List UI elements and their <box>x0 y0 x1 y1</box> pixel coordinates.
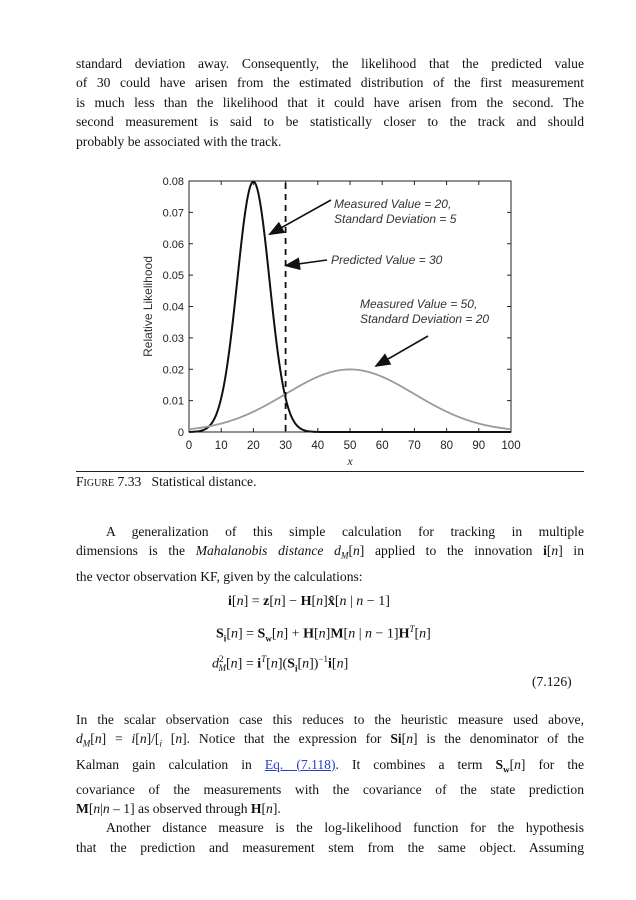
text-line: of 30 could have arisen from the estimated distribution of the first measurement <box>76 75 584 91</box>
x-tick-label: 60 <box>375 440 389 452</box>
text-line: the vector observation KF, given by the calculations: <box>76 568 363 584</box>
y-tick-label: 0.08 <box>162 176 184 188</box>
equation-innovation: i[n] = z[n] − H[n]x̂[n | n − 1] <box>228 594 390 609</box>
x-tick-label: 0 <box>185 440 193 452</box>
y-tick-label: 0.07 <box>162 207 184 220</box>
x-tick-label: 100 <box>501 440 521 452</box>
caption-text: Statistical distance. <box>151 474 257 489</box>
annotation-text: Predicted Value = 30 <box>331 253 443 267</box>
y-tick-label: 0.01 <box>162 395 184 408</box>
caption-label: Figure 7.33 <box>76 474 142 489</box>
x-axis-label: x <box>347 454 353 468</box>
text-line: $d_M[n] = i[n]/[_i$ [n]. Notice that the expression for Si[n] is the denominator of the <box>76 731 585 750</box>
equation-link[interactable]: Eq. (7.118) <box>264 756 336 772</box>
annotation-text: Measured Value = 50, <box>360 297 478 311</box>
text-line: In the scalar observation case this reduces to the heuristic measure used above, <box>76 712 584 727</box>
text-line: that the prediction and measurement stem from the same object. Assuming <box>76 839 584 855</box>
text-line: standard deviation away. Consequently, the likelihood that the predicted value <box>76 56 584 71</box>
text-line: covariance of the measurements with the covariance of the state prediction <box>76 781 584 797</box>
equation-innovation-covariance: $S_i[n] = S_w[n] + H[n]M[n$ | $n - 1]H^T[n]$ <box>216 624 431 644</box>
text-line: probably be associated with the track. <box>76 133 282 149</box>
likelihood-chart <box>130 172 530 472</box>
annotation-arrow <box>376 336 428 366</box>
x-tick-label: 40 <box>311 440 325 452</box>
y-tick-label: 0.02 <box>162 364 184 377</box>
y-tick-label: 0.05 <box>162 270 184 283</box>
figure-caption <box>76 474 256 490</box>
y-axis-label: Relative Likelihood <box>141 256 155 357</box>
caption-rule <box>76 471 584 472</box>
equation-mahalanobis: $d^2_M[n] = i^T[n](S_i[n])^{-1}i[n]$ <box>212 654 349 674</box>
annotation-text: Standard Deviation = 20 <box>360 312 490 326</box>
x-tick-label: 10 <box>214 440 228 452</box>
annotation-arrow <box>286 260 327 266</box>
text-line: M[n|n – 1] as observed through H[n]. <box>76 801 281 817</box>
annotation-text: Standard Deviation = 5 <box>334 212 457 226</box>
lower-paragraph <box>76 710 584 857</box>
text-line: is much less than the likelihood that it could have arisen from the second. The <box>76 94 584 110</box>
x-tick-label: 30 <box>279 440 292 452</box>
y-tick-label: 0 <box>177 427 184 439</box>
text-line: A generalization of this simple calculation for tracking in multiple <box>106 524 584 539</box>
x-tick-label: 90 <box>472 440 486 452</box>
text-line: second measurement is said to be statistically closer to the track and should <box>76 114 584 130</box>
equation-number: (7.126) <box>532 674 572 689</box>
text-line: Kalman gain calculation in Eq. (7.118). It combines a term $S_w[n]$ for the <box>76 756 584 775</box>
x-tick-label: 20 <box>247 440 260 452</box>
text-line: Another distance measure is the log-likelihood function for the hypothesis <box>106 820 584 836</box>
x-tick-label: 70 <box>408 440 421 452</box>
text-line: dimensions is the Mahalanobis distance $d_M[n]$ applied to the innovation i[n] in <box>76 543 584 562</box>
top-paragraph <box>76 54 584 151</box>
x-tick-label: 80 <box>440 440 453 452</box>
y-tick-label: 0.03 <box>162 332 184 345</box>
body-paragraph <box>76 522 584 586</box>
y-tick-label: 0.04 <box>162 301 184 314</box>
series-line-2 <box>189 369 511 429</box>
y-tick-label: 0.06 <box>162 238 184 251</box>
annotation-text: Measured Value = 20, <box>334 197 452 211</box>
annotation-arrow <box>270 200 332 234</box>
x-tick-label: 50 <box>343 440 357 452</box>
